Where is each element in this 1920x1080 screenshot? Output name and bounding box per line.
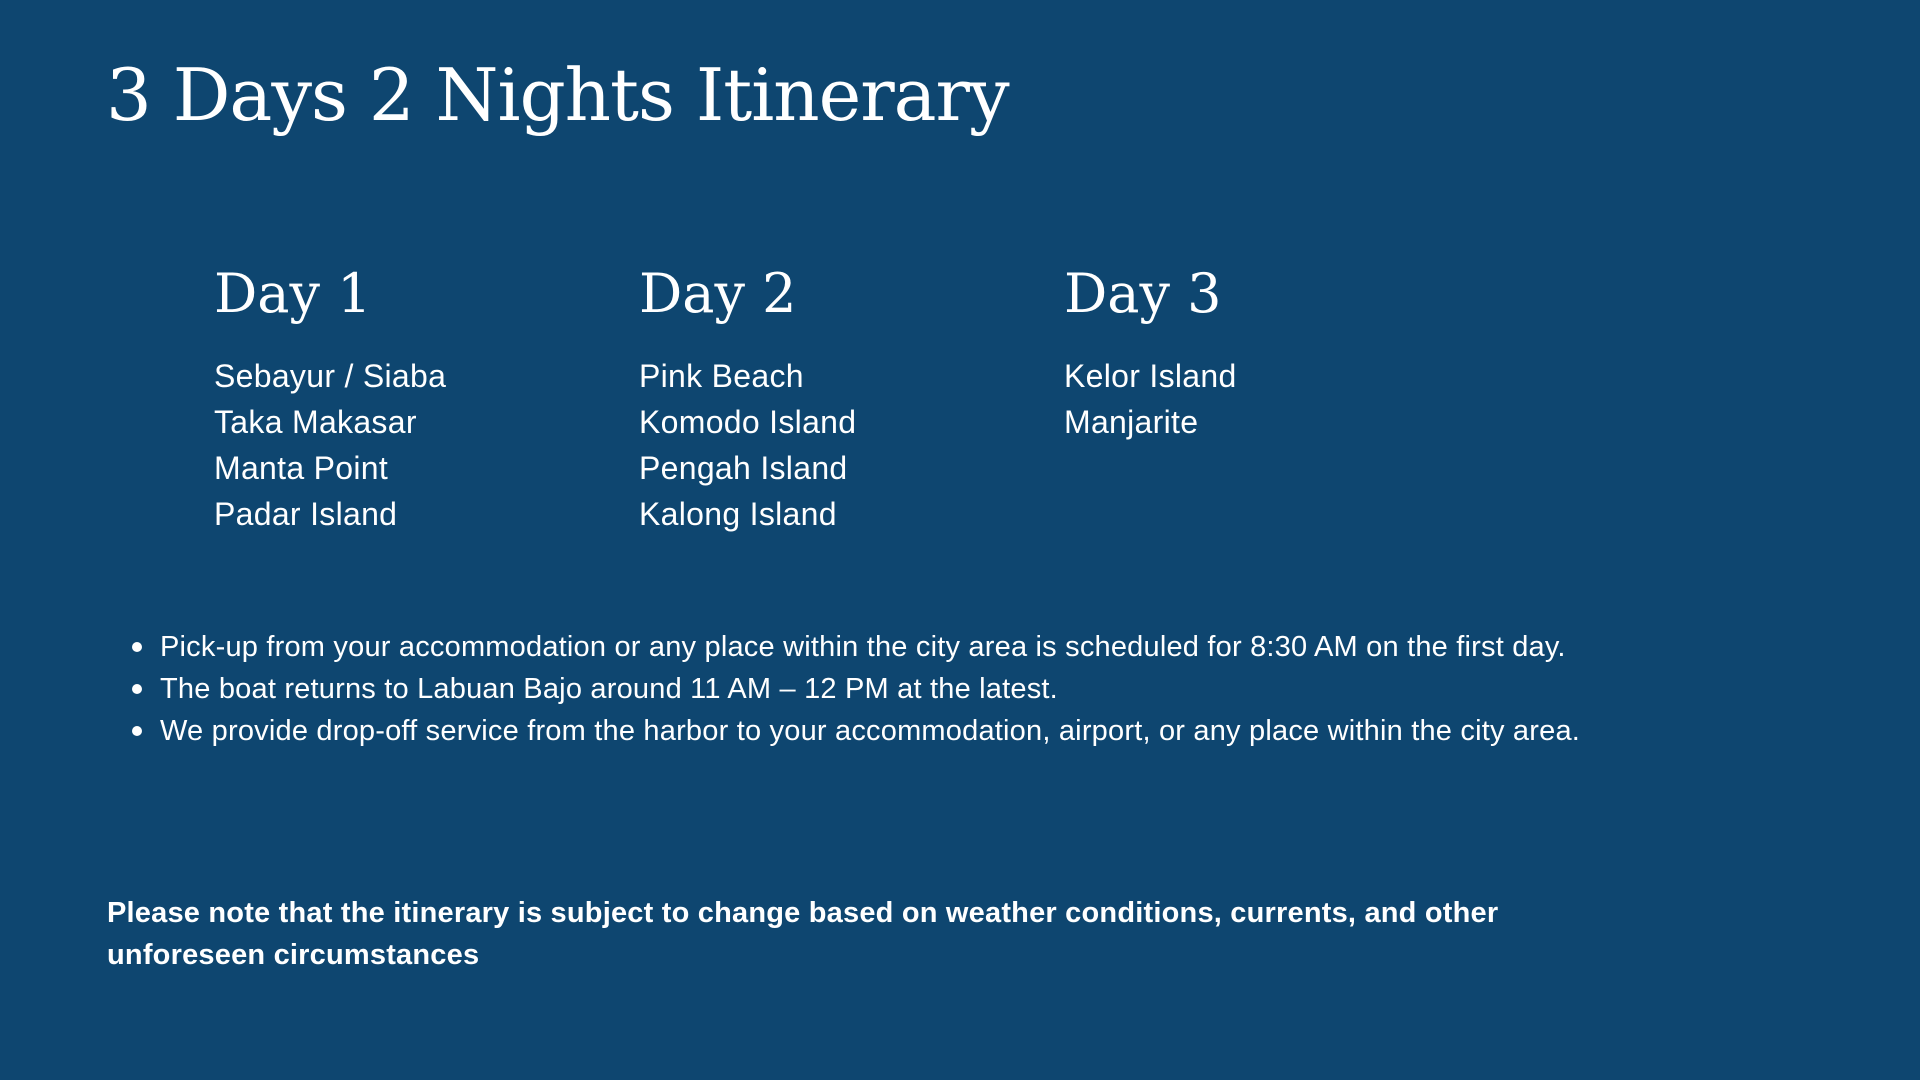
disclaimer-text: Please note that the itinerary is subject to change based on weather conditions, currents, and other unforeseen circumstances <box>107 897 1499 971</box>
stop-item: Kalong Island <box>639 495 837 532</box>
stop-item: Padar Island <box>214 495 398 532</box>
stop-item: Pengah Island <box>639 449 848 486</box>
note-item <box>130 710 1580 752</box>
stop-item: Kelor Island <box>1064 357 1237 394</box>
note-item <box>130 668 1580 710</box>
bullet-icon <box>132 726 142 736</box>
bullet-icon <box>132 684 142 694</box>
day-2-heading: Day 2 <box>639 262 797 325</box>
stop-item: Manta Point <box>214 449 389 486</box>
day-2-stops <box>639 353 1064 537</box>
day-3-column <box>1064 262 1489 537</box>
page-title: 3 Days 2 Nights Itinerary <box>106 53 1009 137</box>
day-3-heading: Day 3 <box>1064 262 1222 325</box>
bullet-icon <box>132 642 142 652</box>
day-2-column <box>639 262 1064 537</box>
note-item <box>130 626 1580 668</box>
note-text: Pick-up from your accommodation or any place within the city area is scheduled for 8:30 AM on the first day. <box>160 631 1566 663</box>
day-1-column <box>214 262 639 537</box>
day-3-stops <box>1064 353 1489 445</box>
stop-item: Taka Makasar <box>214 403 417 440</box>
stop-item: Manjarite <box>1064 403 1199 440</box>
day-columns <box>214 262 1489 537</box>
day-1-stops <box>214 353 639 537</box>
stop-item: Pink Beach <box>639 357 804 394</box>
stop-item: Komodo Island <box>639 403 857 440</box>
note-text: We provide drop-off service from the harbor to your accommodation, airport, or any place within the city area. <box>160 715 1581 747</box>
stop-item: Sebayur / Siaba <box>214 357 447 394</box>
notes-list <box>130 626 1580 752</box>
note-text: The boat returns to Labuan Bajo around 11 AM – 12 PM at the latest. <box>160 673 1058 705</box>
day-1-heading: Day 1 <box>214 262 372 325</box>
